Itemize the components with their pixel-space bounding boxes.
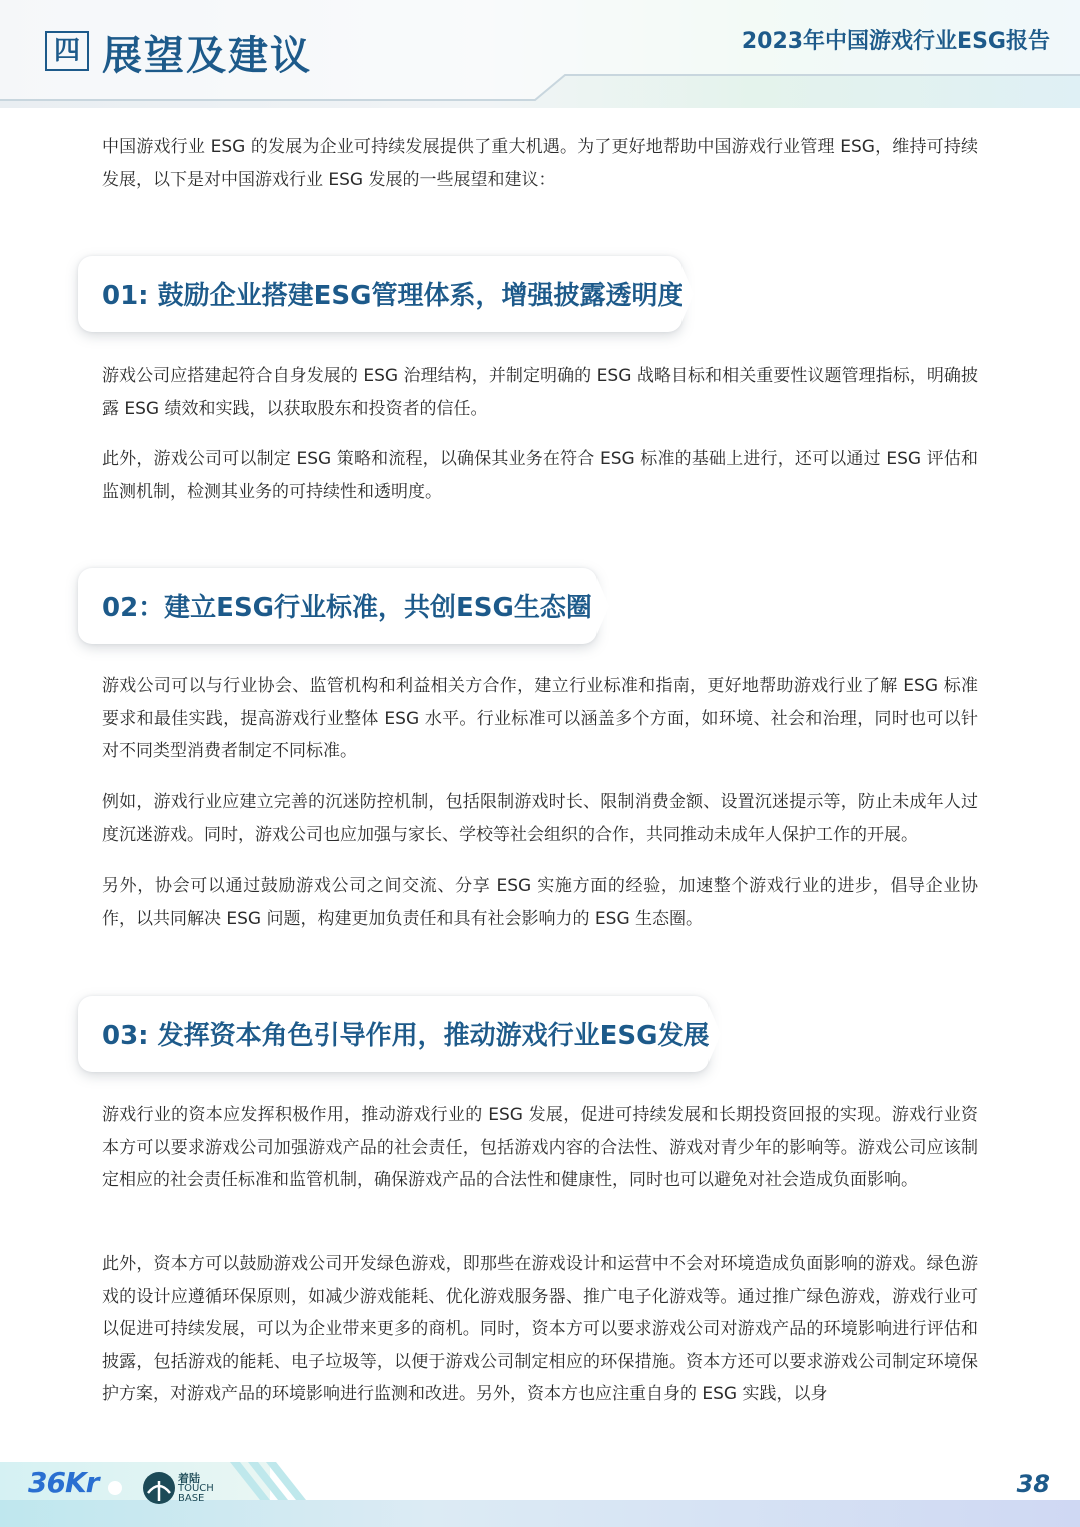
touchbase-logo-en: TOUCH BASE — [178, 1483, 214, 1504]
report-title: 2023年中国游戏行业ESG报告 — [741, 29, 1050, 54]
section-03-paragraph-2: 此外，资本方可以鼓励游戏公司开发绿色游戏，即那些在游戏设计和运营中不会对环境造成负面影响的游戏。绿色游戏的设计应遵循环保原则，如减少游戏能耗、优化游戏服务器、推广电子化游戏等。通过推广绿色游戏，游戏行业可以促进可持续发展，可以为企业带来更多的商机。同时，资本方可以要求游戏公司对游戏产品的环境影响进行评估和披露，包括游戏的能耗、电子垃圾等，以便于游戏公司制定相应的环保措施。资本方还可以要求游戏公司制定环境保护方案，对游戏产品的环境影响进行监测和改进。另外，资本方也应注重自身的 ESG 实践，以身 — [102, 1254, 978, 1404]
intro-paragraph: 中国游戏行业 ESG 的发展为企业可持续发展提供了重大机遇。为了更好地帮助中国游戏行业管理 ESG，维持可持续发展，以下是对中国游戏行业 ESG 发展的一些展望和建议： — [102, 137, 978, 190]
section-heading-01 — [78, 256, 682, 332]
section-heading-03 — [78, 996, 709, 1072]
section-02-paragraph-3: 另外，协会可以通过鼓励游戏公司之间交流、分享 ESG 实施方面的经验，加速整个游戏行业的进步，倡导企业协作，以共同解决 ESG 问题，构建更加负责任和具有社会影响力的 ESG 生态圈。 — [102, 876, 978, 929]
footer-stripes-decoration — [230, 1462, 320, 1500]
section-title-03: 03: 发挥资本角色引导作用，推动游戏行业ESG发展 — [102, 1021, 710, 1051]
section-02-paragraph-2: 例如，游戏行业应建立完善的沉迷防控机制，包括限制游戏时长、限制消费金额、设置沉迷提示等，防止未成年人过度沉迷游戏。同时，游戏公司也应加强与家长、学校等社会组织的合作，共同推动未成年人保护工作的开展。 — [102, 792, 978, 845]
section-heading-02 — [78, 568, 597, 644]
touchbase-logo-icon — [142, 1471, 176, 1505]
section-02-paragraph-1: 游戏公司可以与行业协会、监管机构和利益相关方合作，建立行业标准和指南，更好地帮助游戏行业了解 ESG 标准要求和最佳实践，提高游戏行业整体 ESG 水平。行业标准可以涵盖多个方面，如环境、社会和治理，同时也可以针对不同类型消费者制定不同标准。 — [102, 676, 978, 761]
section-03-paragraph-1: 游戏行业的资本应发挥积极作用，推动游戏行业的 ESG 发展，促进可持续发展和长期投资回报的实现。游戏行业资本方可以要求游戏公司加强游戏产品的社会责任，包括游戏内容的合法性、游戏对青少年的影响等。游戏公司应该制定相应的社会责任标准和监管机制，确保游戏产品的合法性和健康性，同时也可以避免对社会造成负面影响。 — [102, 1105, 978, 1190]
section-01-paragraph-1: 游戏公司应搭建起符合自身发展的 ESG 治理结构，并制定明确的 ESG 战略目标和相关重要性议题管理指标，明确披露 ESG 绩效和实践，以获取股东和投资者的信任。 — [102, 366, 978, 419]
36kr-logo: 36Kr — [28, 1466, 99, 1499]
touchbase-logo-cn: 着陆 — [178, 1472, 200, 1485]
chapter-number-box: 四 — [45, 31, 89, 71]
logo-separator-dot — [108, 1481, 122, 1495]
section-01-paragraph-2: 此外，游戏公司可以制定 ESG 策略和流程，以确保其业务在符合 ESG 标准的基础上进行，还可以通过 ESG 评估和监测机制，检测其业务的可持续性和透明度。 — [102, 449, 978, 502]
section-title-01: 01: 鼓励企业搭建ESG管理体系，增强披露透明度 — [102, 281, 684, 311]
page-number: 38 — [1016, 1470, 1050, 1498]
chapter-title: 展望及建议 — [102, 33, 312, 79]
section-title-02: 02：建立ESG行业标准，共创ESG生态圈 — [102, 593, 592, 623]
